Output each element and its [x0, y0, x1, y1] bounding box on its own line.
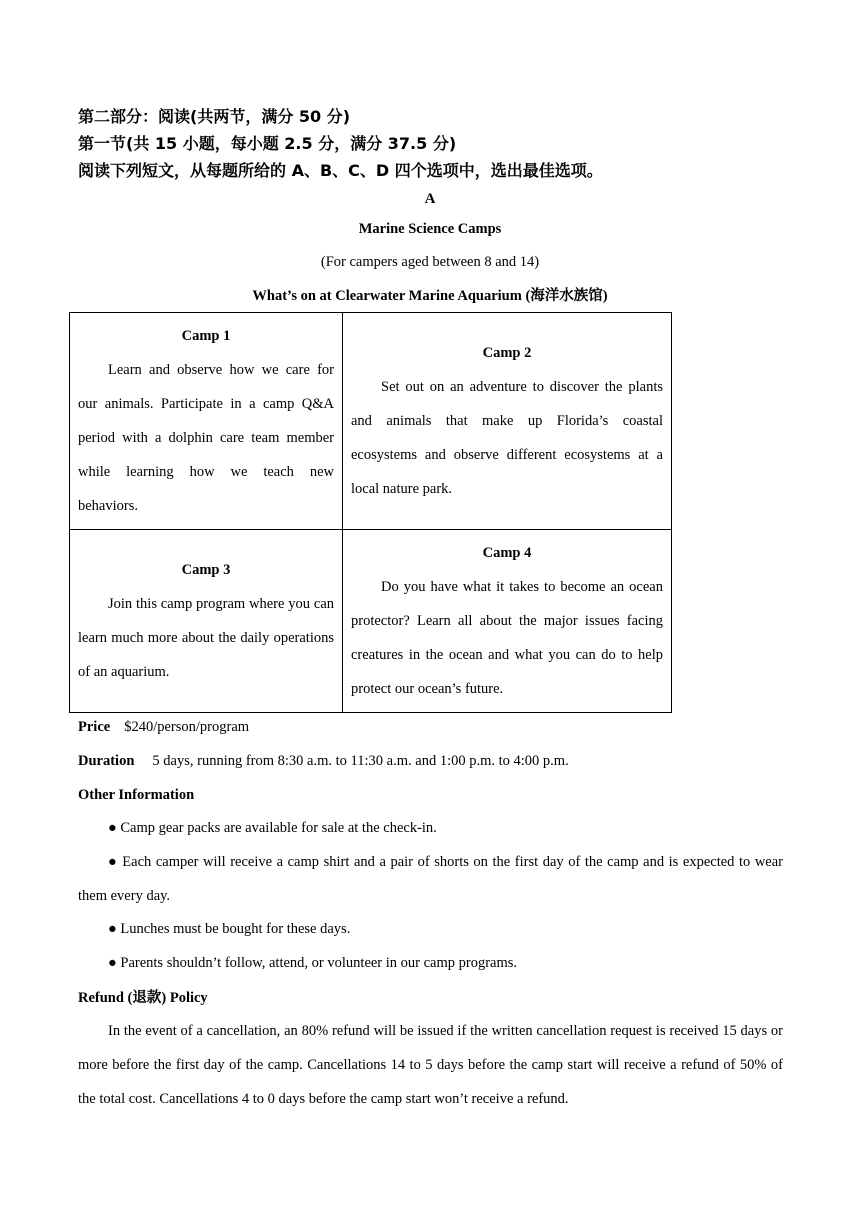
whats-on-heading: What’s on at Clearwater Marine Aquarium (海洋水族馆)	[252, 288, 608, 304]
section-header: 第二部分：阅读(共两节，满分 50 分)	[78, 107, 351, 126]
camp-cell	[70, 530, 343, 713]
price-line	[78, 716, 249, 738]
duration-line	[78, 750, 569, 772]
camps-table	[69, 312, 672, 713]
camp-description: Join this camp program where you can learn much more about the daily operations of an aquarium.	[78, 596, 334, 680]
camp-description: Learn and observe how we care for our animals. Participate in a camp Q&A period with a dolphin care team member while learning how we teach new behaviors.	[78, 362, 334, 514]
other-info-item: ● Lunches must be bought for these days.	[108, 921, 351, 937]
camp-description: Set out on an adventure to discover the plants and animals that make up Florida’s coastal ecosystems and observe different ecosystems at a local nature park.	[351, 379, 663, 497]
camps-row	[70, 530, 672, 713]
other-info-item: ● Each camper will receive a camp shirt and a pair of shorts on the first day of the camp and is expected to wear them every day.	[78, 854, 783, 904]
refund-label: Refund (退款) Policy	[78, 990, 208, 1006]
instructions: 阅读下列短文，从每题所给的 A、B、C、D 四个选项中，选出最佳选项。	[78, 161, 603, 180]
camps-row	[70, 313, 672, 530]
other-info-item: ● Camp gear packs are available for sale at the check-in.	[108, 820, 437, 836]
camp-title: Camp 2	[482, 345, 532, 361]
duration-value: 5 days, running from 8:30 a.m. to 11:30 a.m. and 1:00 p.m. to 4:00 p.m.	[152, 753, 569, 769]
refund-text: In the event of a cancellation, an 80% refund will be issued if the written cancellation request is received 15 days or more before the first day of the camp. Cancellations 14 to 5 days before the camp start will receive a refund of 50% of the total cost. Cancellations 4 to 0 days before the camp start won’t receive a refund.	[78, 1023, 783, 1107]
price-value: $240/person/program	[124, 719, 250, 735]
duration-label: Duration	[78, 753, 135, 769]
camp-title: Camp 4	[482, 545, 532, 561]
camp-cell	[343, 313, 672, 530]
passage-title: Marine Science Camps	[358, 221, 502, 237]
passage-letter: A	[424, 191, 436, 207]
passage-subtitle: (For campers aged between 8 and 14)	[320, 254, 540, 270]
other-info-label: Other Information	[78, 787, 195, 803]
price-label: Price	[78, 719, 111, 735]
camp-cell	[70, 313, 343, 530]
other-info-item: ● Parents shouldn’t follow, attend, or volunteer in our camp programs.	[108, 955, 518, 971]
camp-description: Do you have what it takes to become an ocean protector? Learn all about the major issues facing creatures in the ocean and what you can do to help protect our ocean’s future.	[351, 579, 663, 697]
camp-cell	[343, 530, 672, 713]
camp-title: Camp 1	[181, 328, 231, 344]
camp-title: Camp 3	[181, 562, 231, 578]
subsection-header: 第一节(共 15 小题，每小题 2.5 分，满分 37.5 分)	[78, 134, 457, 153]
